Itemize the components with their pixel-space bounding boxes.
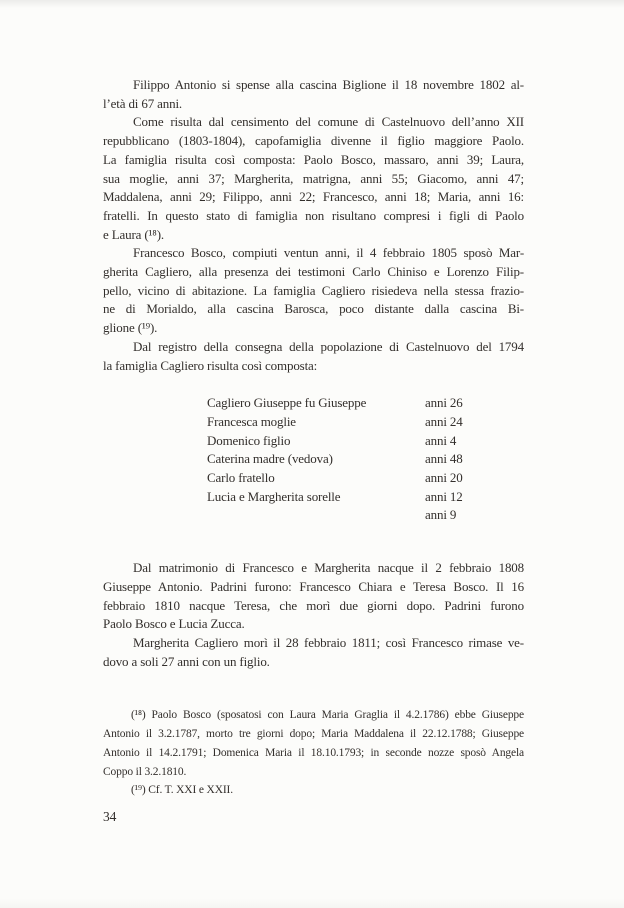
page-number: 34 [103, 808, 117, 824]
text-line: glione (¹⁹). [103, 320, 158, 336]
footnote-line: Antonio il 3.2.1787, morto tre giorni dopo; Maria Maddalena il 22.12.1788; Giuseppe [103, 728, 524, 741]
member-age: anni 20 [425, 470, 463, 486]
footnote [103, 706, 524, 781]
paragraph [103, 113, 524, 244]
member-age: anni 9 [425, 507, 457, 523]
text-line: Dal matrimonio di Francesco e Margherita nacque il 2 febbraio 1808 [133, 560, 524, 576]
scan-bottom-edge [0, 898, 624, 908]
table-row [207, 394, 524, 413]
family-table [207, 394, 524, 525]
text-line: febbraio 1810 nacque Teresa, che morì due giorni dopo. Padrini furono [103, 597, 524, 613]
member-age: anni 4 [425, 432, 457, 448]
text-line: ne di Morialdo, alla cascina Barosca, poco distante dalla cascina Bi- [103, 301, 524, 317]
book-page-text-block [103, 76, 524, 827]
member-name: Francesca moglie [207, 413, 296, 429]
footnote-line: (¹⁸) Paolo Bosco (sposatosi con Laura Maria Graglia il 4.2.1786) ebbe Giuseppe [131, 709, 524, 722]
text-line: Maddalena, anni 29; Filippo, anni 22; Francesco, anni 18; Maria, anni 16: [103, 189, 524, 205]
member-name: Lucia e Margherita sorelle [207, 488, 341, 504]
paragraph [103, 338, 524, 375]
text-line: repubblicano (1803-1804), capofamiglia divenne il figlio maggiore Paolo. [103, 133, 524, 149]
text-line: e Laura (¹⁸). [103, 226, 164, 242]
text-line: l’età di 67 anni. [103, 95, 183, 111]
table-row [207, 413, 524, 432]
text-line: Come risulta dal censimento del comune di Castelnuovo dell’anno XII [133, 114, 524, 130]
text-line: Francesco Bosco, compiuti ventun anni, il 4 febbraio 1805 sposò Mar- [133, 245, 524, 261]
paragraph [103, 559, 524, 634]
footnotes [103, 706, 524, 800]
table-row [207, 488, 524, 507]
scan-top-edge [0, 0, 624, 8]
table-row [207, 469, 524, 488]
text-line: La famiglia risulta così composta: Paolo Bosco, massaro, anni 39; Laura, [103, 151, 524, 167]
text-line: Filippo Antonio si spense alla cascina Biglione il 18 novembre 1802 al- [133, 77, 524, 92]
member-age: anni 26 [425, 395, 463, 411]
footnote-line: Coppo il 3.2.1810. [103, 765, 187, 778]
text-line: dovo a soli 27 anni con un figlio. [103, 653, 270, 669]
member-age: anni 12 [425, 488, 463, 504]
text-line: Giuseppe Antonio. Padrini furono: Francesco Chiara e Teresa Bosco. Il 16 [103, 578, 524, 594]
table-row [207, 432, 524, 451]
member-age: anni 24 [425, 413, 463, 429]
text-line: Dal registro della consegna della popolazione di Castelnuovo del 1794 [133, 338, 524, 354]
member-name: Cagliero Giuseppe fu Giuseppe [207, 395, 367, 411]
table-row [207, 450, 524, 469]
text-line: fratelli. In questo stato di famiglia non risultano compresi i figli di Paolo [103, 207, 524, 223]
paragraph [103, 244, 524, 338]
member-name: Domenico figlio [207, 432, 291, 448]
text-line: gherita Cagliero, alla presenza dei testimoni Carlo Chiniso e Lorenzo Filip- [103, 264, 524, 280]
footnote-line: Antonio il 14.2.1791; Domenica Maria il 18.10.1793; in seconde nozze sposò Angela [103, 746, 524, 759]
footnote-line: (¹⁹) Cf. T. XXI e XXII. [131, 784, 233, 797]
text-line: Margherita Cagliero morì il 28 febbraio 1811; così Francesco rimase ve- [133, 634, 524, 650]
member-name: Carlo fratello [207, 470, 275, 486]
text-line: pello, vicino di abitazione. La famiglia Cagliero risiedeva nella stessa frazio- [103, 282, 524, 298]
member-name: Caterina madre (vedova) [207, 451, 333, 467]
paragraph [103, 76, 524, 113]
footnote [103, 781, 524, 800]
paragraph [103, 634, 524, 671]
member-name [207, 506, 425, 525]
table-row [207, 506, 524, 525]
text-line: la famiglia Cagliero risulta così composta: [103, 357, 318, 373]
member-age: anni 48 [425, 451, 463, 467]
text-line: Paolo Bosco e Lucia Zucca. [103, 616, 245, 632]
text-line: sua moglie, anni 37; Margherita, matrigna, anni 55; Giacomo, anni 47; [103, 170, 524, 186]
